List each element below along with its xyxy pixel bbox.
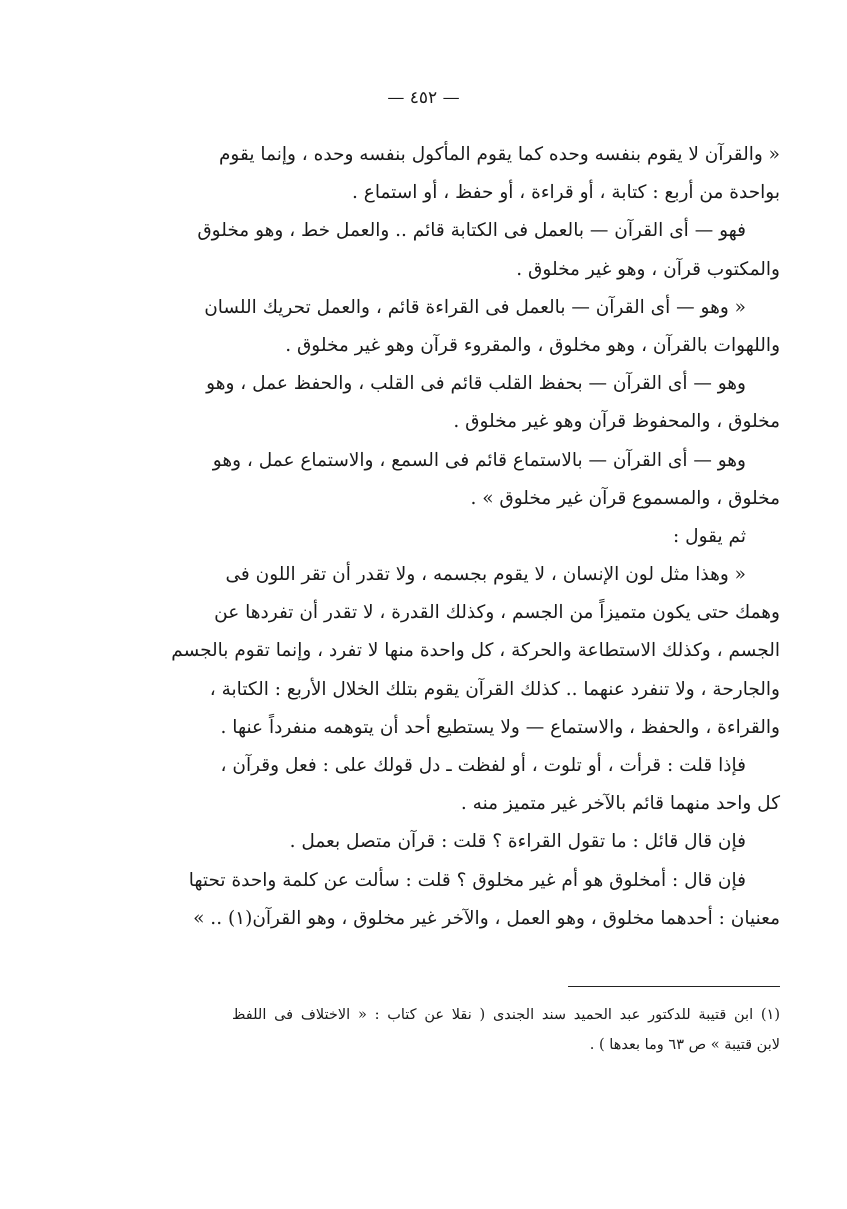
text-line-14: الجسم ، وكذلك الاستطاعة والحركة ، كل واحدة منها لا تفرد ، وإنما تقوم بالجسم — [171, 640, 780, 662]
body-text — [171, 136, 780, 938]
text-line-17: فإذا قلت : قرأت ، أو تلوت ، أو لفظت ـ دل قولك على : فعل وقرآن ، — [220, 755, 746, 776]
text-line-21: معنيان : أحدهما مخلوق ، وهو العمل ، والآخر غير مخلوق ، وهو القرآن(١) .. » — [193, 907, 780, 929]
text-line-13: وهمك حتى يكون متميزاً من الجسم ، وكذلك القدرة ، لا تقدر أن تفردها عن — [214, 602, 780, 624]
text-line-3: فهو — أى القرآن — بالعمل فى الكتابة قائم .. والعمل خط ، وهو مخلوق — [197, 220, 746, 242]
text-line-2: بواحدة من أربع : كتابة ، أو قراءة ، أو حفظ ، أو استماع . — [352, 182, 780, 204]
text-line-16: والقراءة ، والحفظ ، والاستماع — ولا يستطيع أحد أن يتوهمه منفرداً عنها . — [220, 716, 780, 738]
page-number: — ٤٥٢ — — [387, 88, 460, 108]
text-line-12: « وهذا مثل لون الإنسان ، لا يقوم بجسمه ، ولا تقدر أن تقر اللون فى — [225, 564, 746, 586]
text-line-19: فإن قال قائل : ما تقول القراءة ؟ قلت : قرآن متصل بعمل . — [289, 831, 746, 853]
text-line-6: واللهوات بالقرآن ، وهو مخلوق ، والمقروء قرآن وهو غير مخلوق . — [285, 334, 780, 356]
footnotes — [232, 1000, 780, 1060]
text-line-7: وهو — أى القرآن — بحفظ القلب قائم فى القلب ، والحفظ عمل ، وهو — [206, 373, 746, 395]
text-line-9: وهو — أى القرآن — بالاستماع قائم فى السمع ، والاستماع عمل ، وهو — [212, 449, 746, 471]
footnote-line-2: لابن قتيبة » ص ٦٣ وما بعدها ) . — [589, 1037, 780, 1053]
text-line-11: ثم يقول : — [673, 525, 746, 547]
text-line-20: فإن قال : أمخلوق هو أم غير مخلوق ؟ قلت : سألت عن كلمة واحدة تحتها — [188, 869, 746, 891]
footnote-divider — [568, 986, 780, 987]
text-line-5: « وهو — أى القرآن — بالعمل فى القراءة قائم ، والعمل تحريك اللسان — [204, 296, 746, 318]
text-line-4: والمكتوب قرآن ، وهو غير مخلوق . — [516, 258, 780, 280]
footnote-line-1: (١) ابن قتيبة للدكتور عبد الحميد سند الجندى ( نقلا عن كتاب : « الاختلاف فى اللفظ — [232, 1007, 780, 1023]
text-line-10: مخلوق ، والمسموع قرآن غير مخلوق » . — [470, 487, 780, 509]
text-line-15: والجارحة ، ولا تنفرد عنهما .. كذلك القرآن يقوم بتلك الخلال الأربع : الكتابة ، — [209, 678, 780, 700]
text-line-18: كل واحد منهما قائم بالآخر غير متميز منه . — [460, 793, 780, 815]
text-line-8: مخلوق ، والمحفوظ قرآن وهو غير مخلوق . — [453, 411, 780, 433]
text-line-1: « والقرآن لا يقوم بنفسه وحده كما يقوم المأكول بنفسه وحده ، وإنما يقوم — [218, 144, 780, 165]
